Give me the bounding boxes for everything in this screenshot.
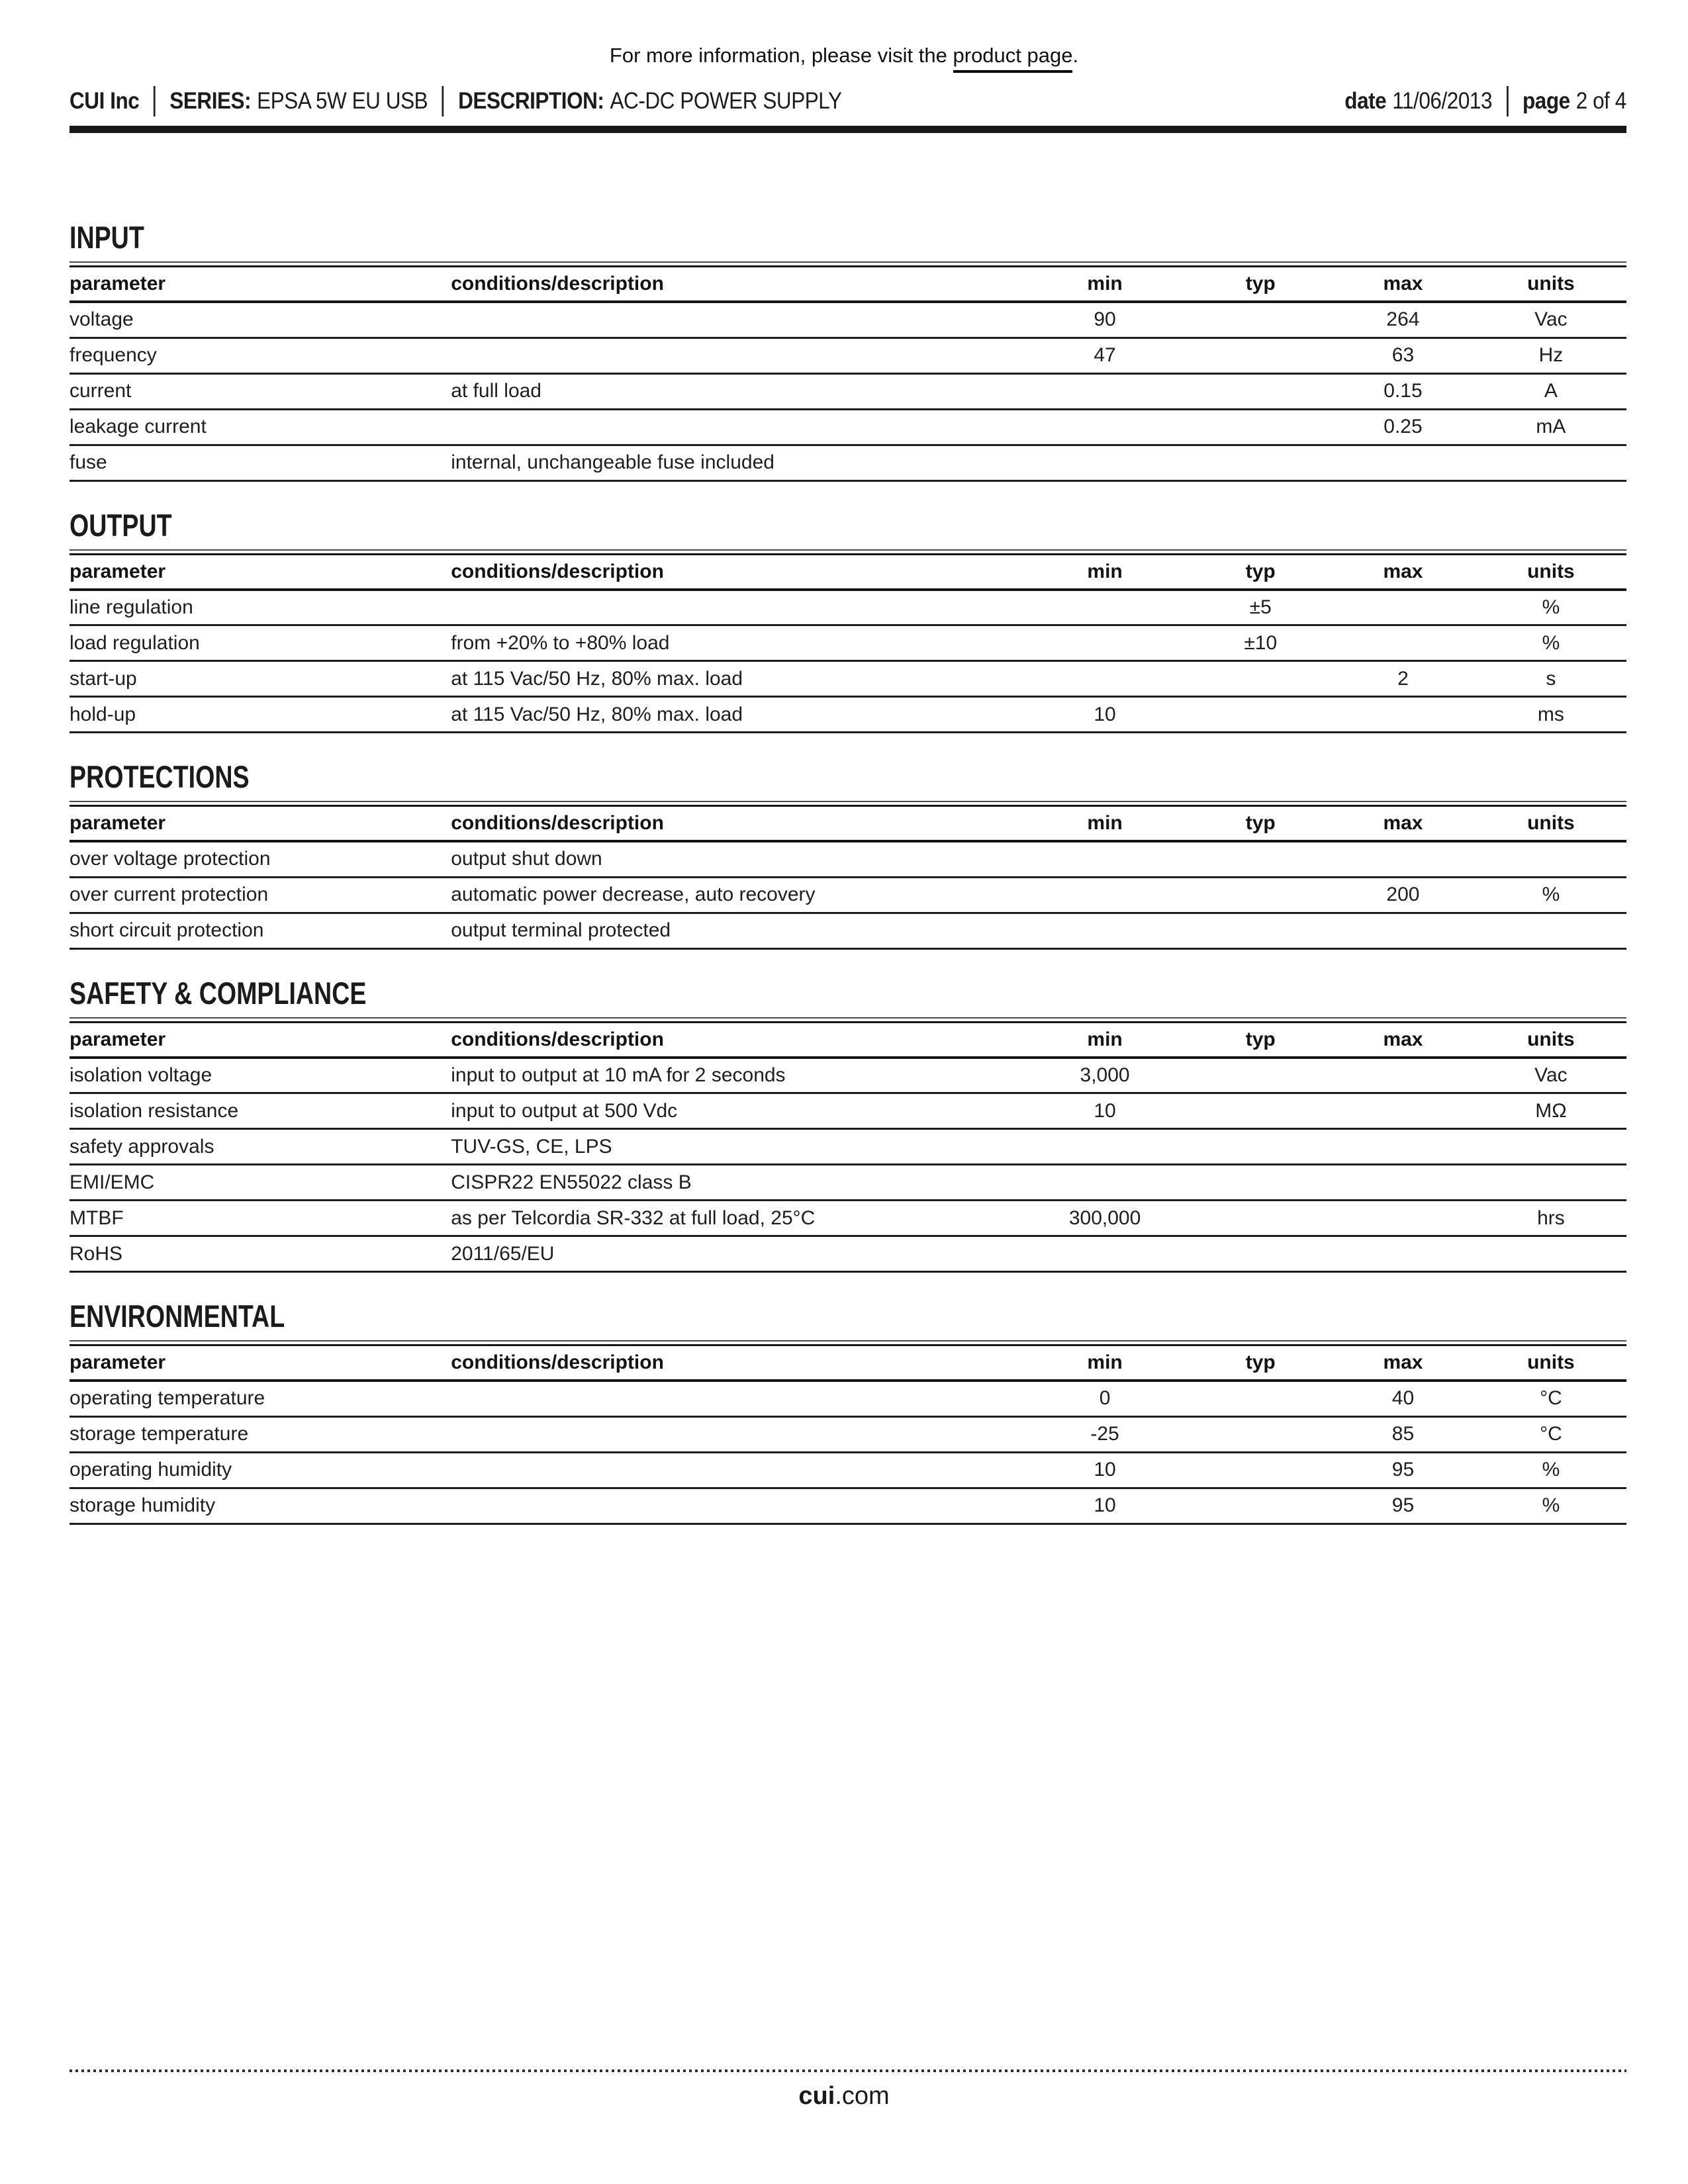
conditions-cell: TUV-GS, CE, LPS [451,1129,1019,1165]
min-cell: 47 [1019,338,1191,373]
min-cell [1019,1129,1191,1165]
section-title: PROTECTIONS [70,759,250,794]
parameter-cell: hold-up [70,697,451,733]
series-value: EPSA 5W EU USB [257,88,428,114]
units-cell: ms [1476,697,1626,733]
units-cell: MΩ [1476,1093,1626,1129]
min-cell: 10 [1019,697,1191,733]
parameter-cell: safety approvals [70,1129,451,1165]
conditions-cell: automatic power decrease, auto recovery [451,877,1019,913]
top-note-period: . [1072,44,1079,67]
column-header-conditions: conditions/description [451,267,1019,302]
typ-cell [1190,913,1331,948]
min-cell [1019,373,1191,409]
parameter-cell: EMI/EMC [70,1165,451,1201]
parameter-cell: fuse [70,445,451,480]
typ-cell: ±10 [1190,625,1331,661]
min-cell: 90 [1019,302,1191,338]
units-cell [1476,1165,1626,1201]
column-header-max: max [1331,1023,1476,1058]
conditions-cell: output shut down [451,841,1019,877]
min-cell: 10 [1019,1093,1191,1129]
description-label: DESCRIPTION: [458,88,604,114]
units-cell [1476,1236,1626,1272]
table-row [70,625,1626,661]
parameter-cell: load regulation [70,625,451,661]
units-cell: Hz [1476,338,1626,373]
typ-cell [1190,877,1331,913]
min-cell [1019,590,1191,625]
units-cell: % [1476,590,1626,625]
units-cell [1476,913,1626,948]
column-header-max: max [1331,267,1476,302]
column-header-parameter: parameter [70,1023,451,1058]
parameter-cell: RoHS [70,1236,451,1272]
units-cell [1476,1129,1626,1165]
footer-brand-bold: cui [798,2082,835,2110]
table-header-row [70,1346,1626,1381]
conditions-cell: input to output at 10 mA for 2 seconds [451,1058,1019,1093]
conditions-cell: input to output at 500 Vdc [451,1093,1019,1129]
conditions-cell: from +20% to +80% load [451,625,1019,661]
min-cell [1019,661,1191,697]
column-header-typ: typ [1190,267,1331,302]
max-cell [1331,625,1476,661]
units-cell: A [1476,373,1626,409]
max-cell [1331,913,1476,948]
column-header-parameter: parameter [70,1346,451,1381]
spec-table [70,807,1626,950]
units-cell [1476,841,1626,877]
table-row [70,661,1626,697]
section-rule [70,1017,1626,1023]
parameter-cell: start-up [70,661,451,697]
typ-cell [1190,1381,1331,1416]
conditions-cell [451,338,1019,373]
table-row [70,697,1626,733]
header-left [70,86,842,116]
spec-table [70,267,1626,482]
parameter-cell: storage humidity [70,1488,451,1524]
table-row [70,1165,1626,1201]
table-row [70,913,1626,948]
table-row [70,877,1626,913]
company-name: CUI Inc [70,88,140,114]
spec-section [70,1299,1626,1525]
max-cell [1331,697,1476,733]
column-header-conditions: conditions/description [451,1346,1019,1381]
conditions-cell: output terminal protected [451,913,1019,948]
date-value: 11/06/2013 [1392,88,1493,114]
max-cell: 63 [1331,338,1476,373]
column-header-units: units [1476,1023,1626,1058]
parameter-cell: frequency [70,338,451,373]
min-cell: 10 [1019,1452,1191,1488]
parameter-cell: storage temperature [70,1416,451,1452]
units-cell: Vac [1476,302,1626,338]
header-bar [70,86,1626,116]
conditions-cell: at 115 Vac/50 Hz, 80% max. load [451,661,1019,697]
max-cell [1331,1165,1476,1201]
column-header-units: units [1476,267,1626,302]
parameter-cell: current [70,373,451,409]
spec-section [70,976,1626,1273]
column-header-min: min [1019,555,1191,590]
section-rule [70,1340,1626,1346]
typ-cell [1190,841,1331,877]
typ-cell [1190,302,1331,338]
typ-cell [1190,1093,1331,1129]
max-cell: 95 [1331,1452,1476,1488]
table-header-row [70,807,1626,841]
conditions-cell [451,409,1019,445]
column-header-conditions: conditions/description [451,807,1019,841]
max-cell [1331,1058,1476,1093]
column-header-parameter: parameter [70,555,451,590]
max-cell: 2 [1331,661,1476,697]
table-row [70,1129,1626,1165]
table-header-row [70,1023,1626,1058]
spec-sections [70,133,1626,1525]
conditions-cell: 2011/65/EU [451,1236,1019,1272]
max-cell: 40 [1331,1381,1476,1416]
top-note-text: For more information, please visit the [609,44,953,67]
min-cell [1019,1236,1191,1272]
units-cell: % [1476,1452,1626,1488]
conditions-cell [451,1381,1019,1416]
spec-section [70,508,1626,734]
header-divider [442,86,444,116]
typ-cell [1190,338,1331,373]
conditions-cell [451,302,1019,338]
column-header-min: min [1019,1346,1191,1381]
parameter-cell: operating humidity [70,1452,451,1488]
parameter-cell: over current protection [70,877,451,913]
min-cell: 0 [1019,1381,1191,1416]
parameter-cell: MTBF [70,1201,451,1236]
column-header-parameter: parameter [70,267,451,302]
column-header-max: max [1331,807,1476,841]
units-cell: % [1476,1488,1626,1524]
typ-cell [1190,1129,1331,1165]
conditions-cell: internal, unchangeable fuse included [451,445,1019,480]
series-label: SERIES: [169,88,252,114]
max-cell [1331,445,1476,480]
units-cell: mA [1476,409,1626,445]
typ-cell [1190,445,1331,480]
table-row [70,841,1626,877]
table-row [70,338,1626,373]
table-row [70,1452,1626,1488]
table-row [70,445,1626,480]
section-title: OUTPUT [70,507,172,543]
max-cell: 85 [1331,1416,1476,1452]
min-cell [1019,913,1191,948]
min-cell [1019,445,1191,480]
parameter-cell: isolation voltage [70,1058,451,1093]
footer-dotted-rule [70,2070,1626,2072]
column-header-parameter: parameter [70,807,451,841]
top-note [0,44,1688,68]
column-header-min: min [1019,807,1191,841]
column-header-min: min [1019,1023,1191,1058]
page-number: 2 of 4 [1575,88,1626,114]
units-cell: s [1476,661,1626,697]
table-row [70,1236,1626,1272]
max-cell [1331,1201,1476,1236]
min-cell [1019,877,1191,913]
page-label: page [1523,88,1570,114]
max-cell [1331,1129,1476,1165]
conditions-cell [451,1416,1019,1452]
typ-cell [1190,1201,1331,1236]
units-cell: % [1476,877,1626,913]
column-header-max: max [1331,555,1476,590]
column-header-min: min [1019,267,1191,302]
header-right [1344,86,1626,116]
spec-table [70,1023,1626,1273]
units-cell: Vac [1476,1058,1626,1093]
max-cell: 264 [1331,302,1476,338]
column-header-max: max [1331,1346,1476,1381]
min-cell: 300,000 [1019,1201,1191,1236]
header-divider [1507,86,1509,116]
parameter-cell: short circuit protection [70,913,451,948]
conditions-cell: at 115 Vac/50 Hz, 80% max. load [451,697,1019,733]
table-row [70,1058,1626,1093]
units-cell [1476,445,1626,480]
spec-table [70,555,1626,734]
table-row [70,1201,1626,1236]
max-cell: 0.25 [1331,409,1476,445]
typ-cell [1190,661,1331,697]
section-rule [70,801,1626,807]
parameter-cell: operating temperature [70,1381,451,1416]
conditions-cell [451,1452,1019,1488]
spec-section [70,760,1626,950]
parameter-cell: over voltage protection [70,841,451,877]
table-header-row [70,267,1626,302]
units-cell: °C [1476,1416,1626,1452]
min-cell: 10 [1019,1488,1191,1524]
conditions-cell: CISPR22 EN55022 class B [451,1165,1019,1201]
table-row [70,1488,1626,1524]
max-cell: 95 [1331,1488,1476,1524]
table-row [70,1416,1626,1452]
footer-brand [0,2082,1688,2111]
typ-cell [1190,1165,1331,1201]
section-title: INPUT [70,220,144,255]
min-cell [1019,841,1191,877]
typ-cell [1190,1058,1331,1093]
typ-cell: ±5 [1190,590,1331,625]
typ-cell [1190,409,1331,445]
header-divider [154,86,156,116]
table-row [70,409,1626,445]
column-header-typ: typ [1190,1346,1331,1381]
product-page-link[interactable]: product page [953,44,1073,73]
section-title: SAFETY & COMPLIANCE [70,975,367,1011]
date-label: date [1344,88,1387,114]
max-cell: 200 [1331,877,1476,913]
min-cell: 3,000 [1019,1058,1191,1093]
section-rule [70,261,1626,267]
header-rule [70,126,1626,133]
spec-section [70,220,1626,482]
description-value: AC-DC POWER SUPPLY [610,88,842,114]
column-header-conditions: conditions/description [451,1023,1019,1058]
min-cell [1019,1165,1191,1201]
typ-cell [1190,1452,1331,1488]
units-cell: °C [1476,1381,1626,1416]
max-cell [1331,841,1476,877]
table-row [70,302,1626,338]
table-row [70,590,1626,625]
typ-cell [1190,1236,1331,1272]
table-row [70,1093,1626,1129]
column-header-typ: typ [1190,807,1331,841]
units-cell: hrs [1476,1201,1626,1236]
parameter-cell: leakage current [70,409,451,445]
table-header-row [70,555,1626,590]
column-header-typ: typ [1190,1023,1331,1058]
conditions-cell: at full load [451,373,1019,409]
parameter-cell: isolation resistance [70,1093,451,1129]
footer-brand-rest: .com [835,2082,890,2110]
table-row [70,1381,1626,1416]
min-cell [1019,409,1191,445]
column-header-typ: typ [1190,555,1331,590]
max-cell [1331,1236,1476,1272]
typ-cell [1190,1416,1331,1452]
column-header-conditions: conditions/description [451,555,1019,590]
max-cell: 0.15 [1331,373,1476,409]
spec-table [70,1346,1626,1525]
typ-cell [1190,697,1331,733]
conditions-cell [451,1488,1019,1524]
parameter-cell: line regulation [70,590,451,625]
typ-cell [1190,373,1331,409]
column-header-units: units [1476,555,1626,590]
min-cell: -25 [1019,1416,1191,1452]
section-rule [70,549,1626,555]
units-cell: % [1476,625,1626,661]
section-title: ENVIRONMENTAL [70,1298,285,1334]
column-header-units: units [1476,807,1626,841]
table-row [70,373,1626,409]
max-cell [1331,590,1476,625]
max-cell [1331,1093,1476,1129]
typ-cell [1190,1488,1331,1524]
parameter-cell: voltage [70,302,451,338]
column-header-units: units [1476,1346,1626,1381]
conditions-cell [451,590,1019,625]
min-cell [1019,625,1191,661]
conditions-cell: as per Telcordia SR-332 at full load, 25°C [451,1201,1019,1236]
